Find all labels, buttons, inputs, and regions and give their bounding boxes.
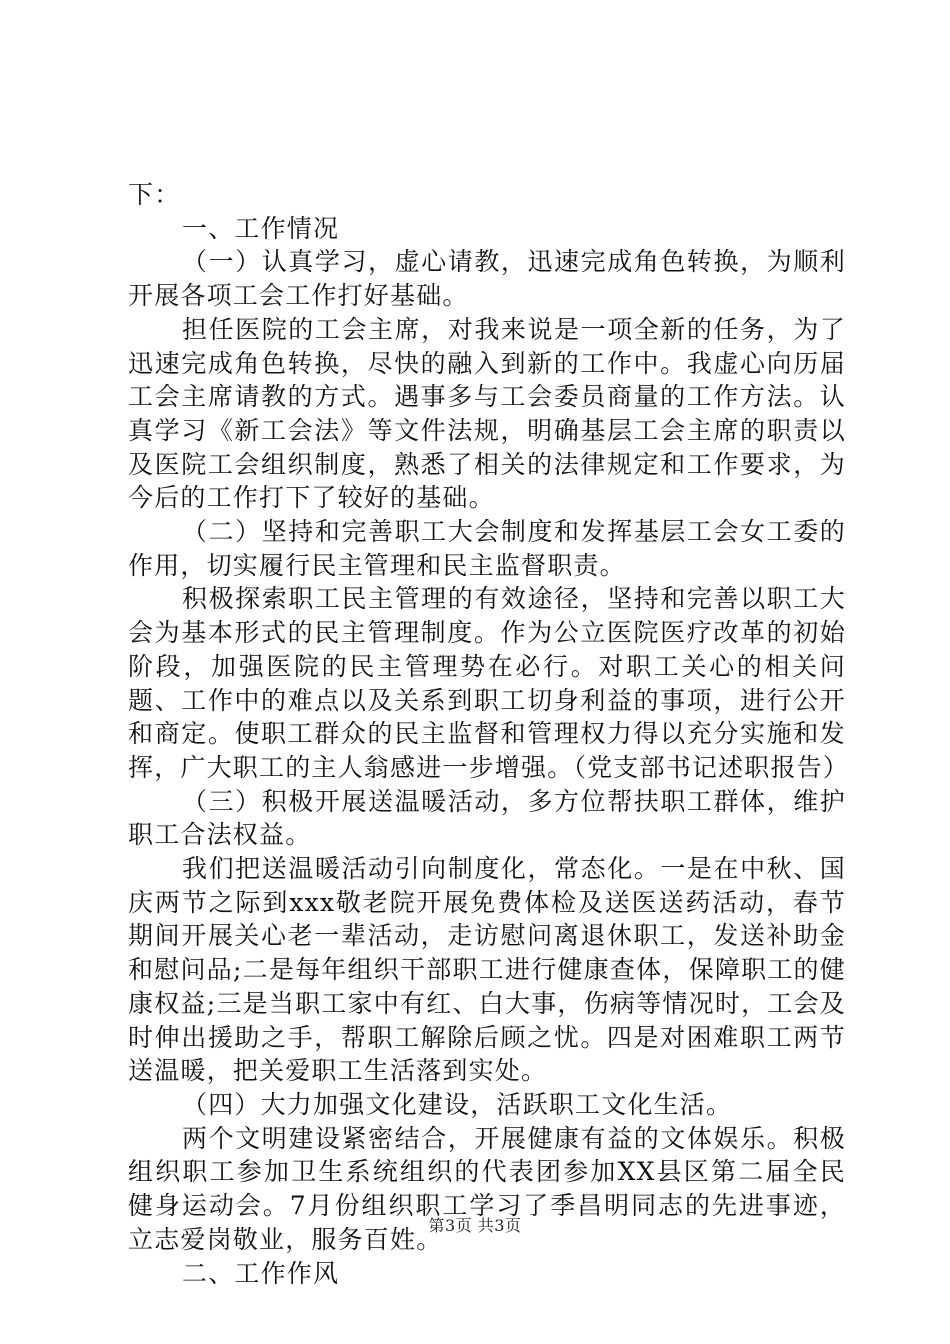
subheading-warmth-activities: （三）积极开展送温暖活动，多方位帮扶职工群体，维护职工合法权益。 [128, 786, 846, 850]
paragraph-continuation: 下： [128, 180, 181, 209]
paragraph-culture: 两个文明建设紧密结合，开展健康有益的文体娱乐。积极组织职工参加卫生系统组织的代表团参加XX县区第二届全民健身运动会。7月份组织职工学习了季昌明同志的先进事迹，立志爱岗敬业，服务百姓。 [128, 1123, 846, 1254]
paragraph-democratic-management: 积极探索职工民主管理的有效途径，坚持和完善以职工大会为基本形式的民主管理制度。作为公立医院医疗改革的初始阶段，加强医院的民主管理势在必行。对职工关心的相关问题、工作中的难点以及关系到职工切身利益的事项，进行公开和商定。使职工群众的民主监督和管理权力得以充分实施和发挥，广大职工的主人翁感进一步增强。（党支部书记述职报告） [128, 584, 850, 782]
paragraph-warmth-activities: 我们把送温暖活动引向制度化，常态化。一是在中秋、国庆两节之际到xxx敬老院开展免费体检及送医送药活动，春节期间开展关心老一辈活动，走访慰问离退休职工，发送补助金和慰问品;二是每年组织干部职工进行健康查体，保障职工的健康权益;三是当职工家中有红、白大事，伤病等情况时，工会及时伸出援助之手，帮职工解除后顾之忧。四是对困难职工两节送温暖，把关爱职工生活落到实处。 [128, 854, 846, 1086]
subheading-democratic-management: （二）坚持和完善职工大会制度和发挥基层工会女工委的作用，切实履行民主管理和民主监督职责。 [128, 517, 846, 580]
document-body [128, 178, 850, 1290]
page-footer: 第3页 共3页 [428, 1216, 522, 1235]
subheading-culture: （四）大力加强文化建设，活跃职工文化生活。 [182, 1089, 733, 1119]
subheading-learning: （一）认真学习，虚心请教，迅速完成角色转换，为顺利开展各项工会工作打好基础。 [128, 247, 846, 311]
section-heading-work-style: 二、工作作风 [182, 1258, 340, 1288]
paragraph-learning: 担任医院的工会主席，对我来说是一项全新的任务，为了迅速完成角色转换，尽快的融入到新的工作中。我虚心向历届工会主席请教的方式。遇事多与工会委员商量的工作方法。认真学习《新工会法》等文件法规，明确基层工会主席的职责以及医院工会组织制度，熟悉了相关的法律规定和工作要求，为今后的工作打下了较好的基础。 [128, 314, 846, 513]
section-heading-work-status: 一、工作情况 [182, 213, 340, 243]
